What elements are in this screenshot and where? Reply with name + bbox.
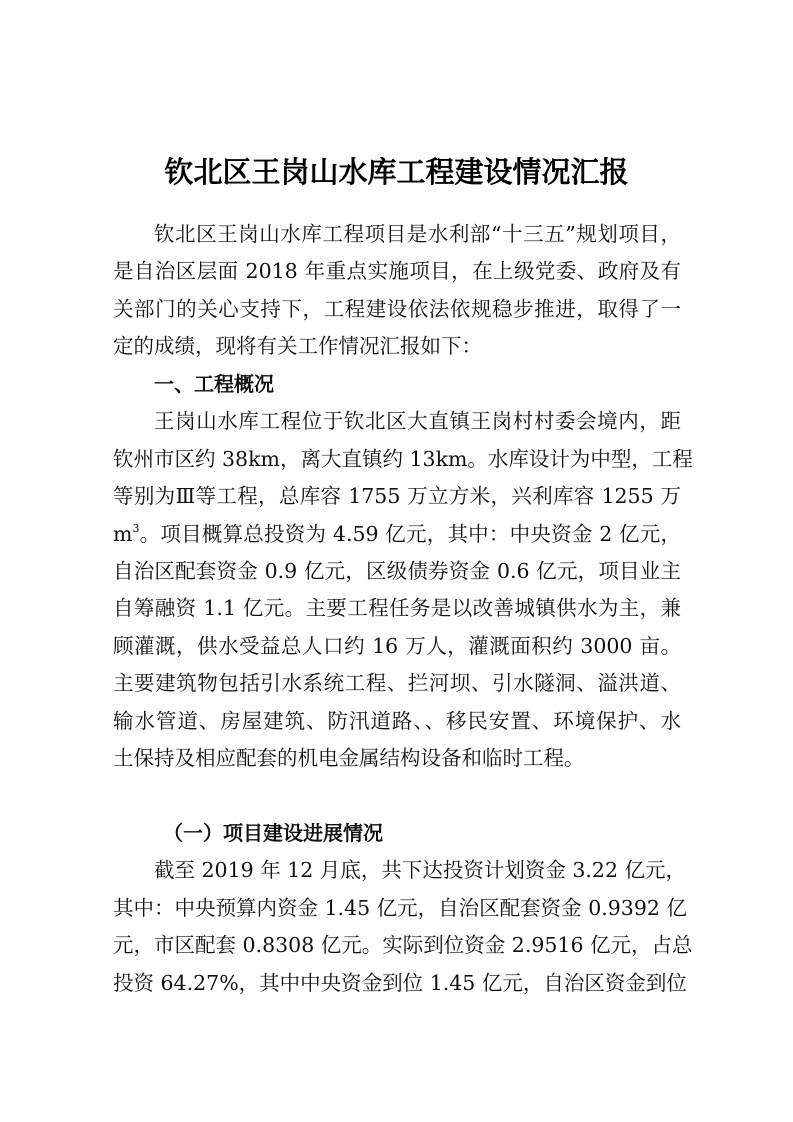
text-line: 钦北区王岗山水库工程项目是水利部“十三五”规划项目， — [154, 222, 681, 246]
document-title: 钦北区王岗山水库工程建设情况汇报 — [164, 155, 629, 189]
text-line: 是自治区层面 2018 年重点实施项目，在上级党委、政府及有 — [113, 259, 681, 284]
text-line: 输水管道、房屋建筑、防汛道路、、移民安置、环境保护、水 — [113, 708, 681, 733]
text-line: 自治区配套资金 0.9 亿元，区级债券资金 0.6 亿元，项目业主 — [113, 558, 681, 583]
intro-paragraph — [113, 216, 681, 366]
text-line: 其中：中央预算内资金 1.45 亿元，自治区配套资金 0.9392 亿 — [113, 895, 687, 920]
text-line: 关部门的关心支持下，工程建设依法依规稳步推进，取得了一 — [113, 296, 681, 321]
section-heading: 一、工程概况 — [154, 372, 274, 396]
text-line: 投资 64.27%，其中中央资金到位 1.45 亿元，自治区资金到位 — [113, 970, 687, 995]
text-line: 土保持及相应配套的机电金属结构设备和临时工程。 — [113, 745, 585, 770]
subsection-heading: （一）项目建设进展情况 — [163, 821, 383, 845]
unit-m: m — [113, 521, 133, 546]
text-line: 王岗山水库工程位于钦北区大直镇王岗村村委会境内，距 — [154, 409, 681, 434]
text-line: 元，市区配套 0.8308 亿元。实际到位资金 2.9516 亿元，占总 — [113, 933, 693, 958]
text-fragment: 。项目概算总投资为 4.59 亿元，其中：中央资金 2 亿元， — [139, 521, 681, 546]
text-line: 定的成绩，现将有关工作情况汇报如下： — [113, 334, 482, 359]
text-line: 截至 2019 年 12 月底，共下达投资计划资金 3.22 亿元， — [154, 858, 686, 883]
text-line: 顾灌溉，供水受益总人口约 16 万人，灌溉面积约 3000 亩。 — [113, 633, 681, 658]
section-1 — [113, 366, 693, 777]
text-line: 主要建筑物包括引水系统工程、拦河坝、引水隧洞、溢洪道、 — [113, 671, 681, 696]
text-line-with-superscript — [113, 516, 681, 553]
text-line: 等别为Ⅲ等工程，总库容 1755 万立方米，兴利库容 1255 万 — [113, 484, 681, 509]
text-line: 自筹融资 1.1 亿元。主要工程任务是以改善城镇供水为主，兼 — [113, 596, 681, 621]
subsection-1 — [113, 815, 693, 1002]
superscript-3: 3 — [132, 521, 140, 535]
text-line: 钦州市区约 38km，离大直镇约 13km。水库设计为中型，工程 — [113, 446, 693, 471]
